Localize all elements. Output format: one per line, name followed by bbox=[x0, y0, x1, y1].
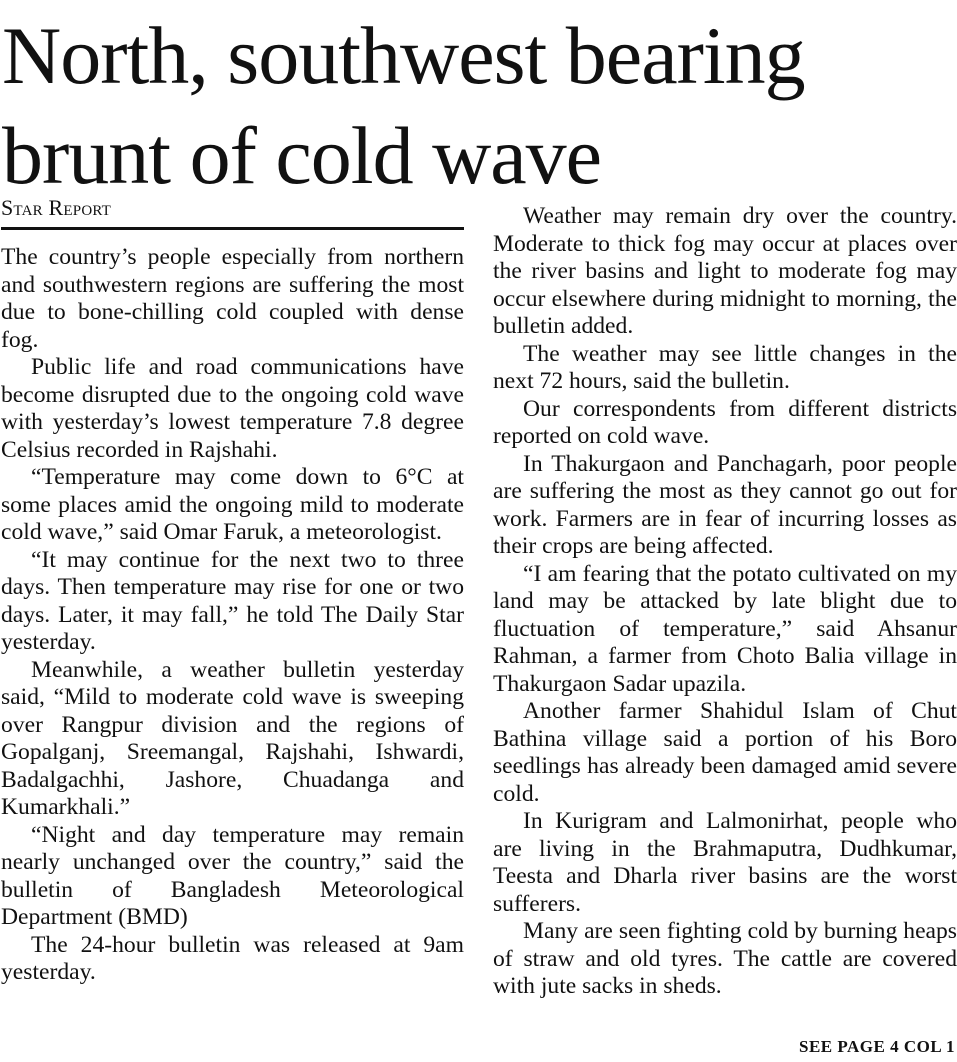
paragraph: “Night and day temperature may remain nearly unchanged over the country,” said the bulletin of Bangladesh Meteorological Department (BMD) bbox=[1, 821, 464, 930]
paragraph: Many are seen fighting cold by burning heaps of straw and old tyres. The cattle are covered with jute sacks in sheds. bbox=[493, 918, 957, 999]
paragraph: Meanwhile, a weather bulletin yesterday said, “Mild to moderate cold wave is sweeping over Rangpur division and the regions of Gopalganj, Sreemangal, Rajshahi, Ishwardi, Badalgachhi, Jashore, Chuadanga and Kumarkhali.” bbox=[1, 656, 464, 820]
article-column-left bbox=[1, 244, 464, 987]
paragraph: “I am fearing that the potato cultivated on my land may be attacked by late blight due to fluctuation of temperature,” said Ahsanur Rahman, a farmer from Choto Balia village in Thakurgaon Sadar upazila. bbox=[493, 560, 957, 697]
headline: North, southwest bearing brunt of cold wave bbox=[2, 10, 805, 201]
paragraph: “It may continue for the next two to three days. Then temperature may rise for one or two days. Later, it may fall,” he told The Daily Star yesterday. bbox=[1, 546, 464, 655]
paragraph: In Kurigram and Lalmonirhat, people who are living in the Brahmaputra, Dudhkumar, Teesta and Dharla river basins are the worst sufferers. bbox=[493, 808, 957, 917]
byline bbox=[1, 196, 464, 230]
paragraph: Our correspondents from different districts reported on cold wave. bbox=[493, 395, 957, 449]
paragraph: The 24-hour bulletin was released at 9am yesterday. bbox=[1, 931, 464, 985]
continuation-note: SEE PAGE 4 COL 1 bbox=[799, 1037, 955, 1056]
paragraph: Public life and road communications have become disrupted due to the ongoing cold wave with yesterday’s lowest temperature 7.8 degree Celsius recorded in Rajshahi. bbox=[1, 354, 464, 463]
byline-text: Star Report bbox=[1, 195, 112, 220]
paragraph: The weather may see little changes in the next 72 hours, said the bulletin. bbox=[493, 340, 957, 394]
paragraph: Another farmer Shahidul Islam of Chut Bathina village said a portion of his Boro seedlings has already been damaged amid severe cold. bbox=[493, 698, 957, 807]
paragraph: In Thakurgaon and Panchagarh, poor people are suffering the most as they cannot go out for work. Farmers are in fear of incurring losses as their crops are being affected. bbox=[493, 450, 957, 559]
paragraph: The country’s people especially from northern and southwestern regions are suffering the most due to bone-chilling cold coupled with dense fog. bbox=[1, 244, 464, 353]
paragraph: Weather may remain dry over the country. Moderate to thick fog may occur at places over the river basins and light to moderate fog may occur elsewhere during midnight to morning, the bulletin added. bbox=[493, 203, 957, 339]
paragraph: “Temperature may come down to 6°C at some places amid the ongoing mild to moderate cold wave,” said Omar Faruk, a meteorologist. bbox=[1, 464, 464, 545]
article-column-right bbox=[493, 203, 957, 1001]
